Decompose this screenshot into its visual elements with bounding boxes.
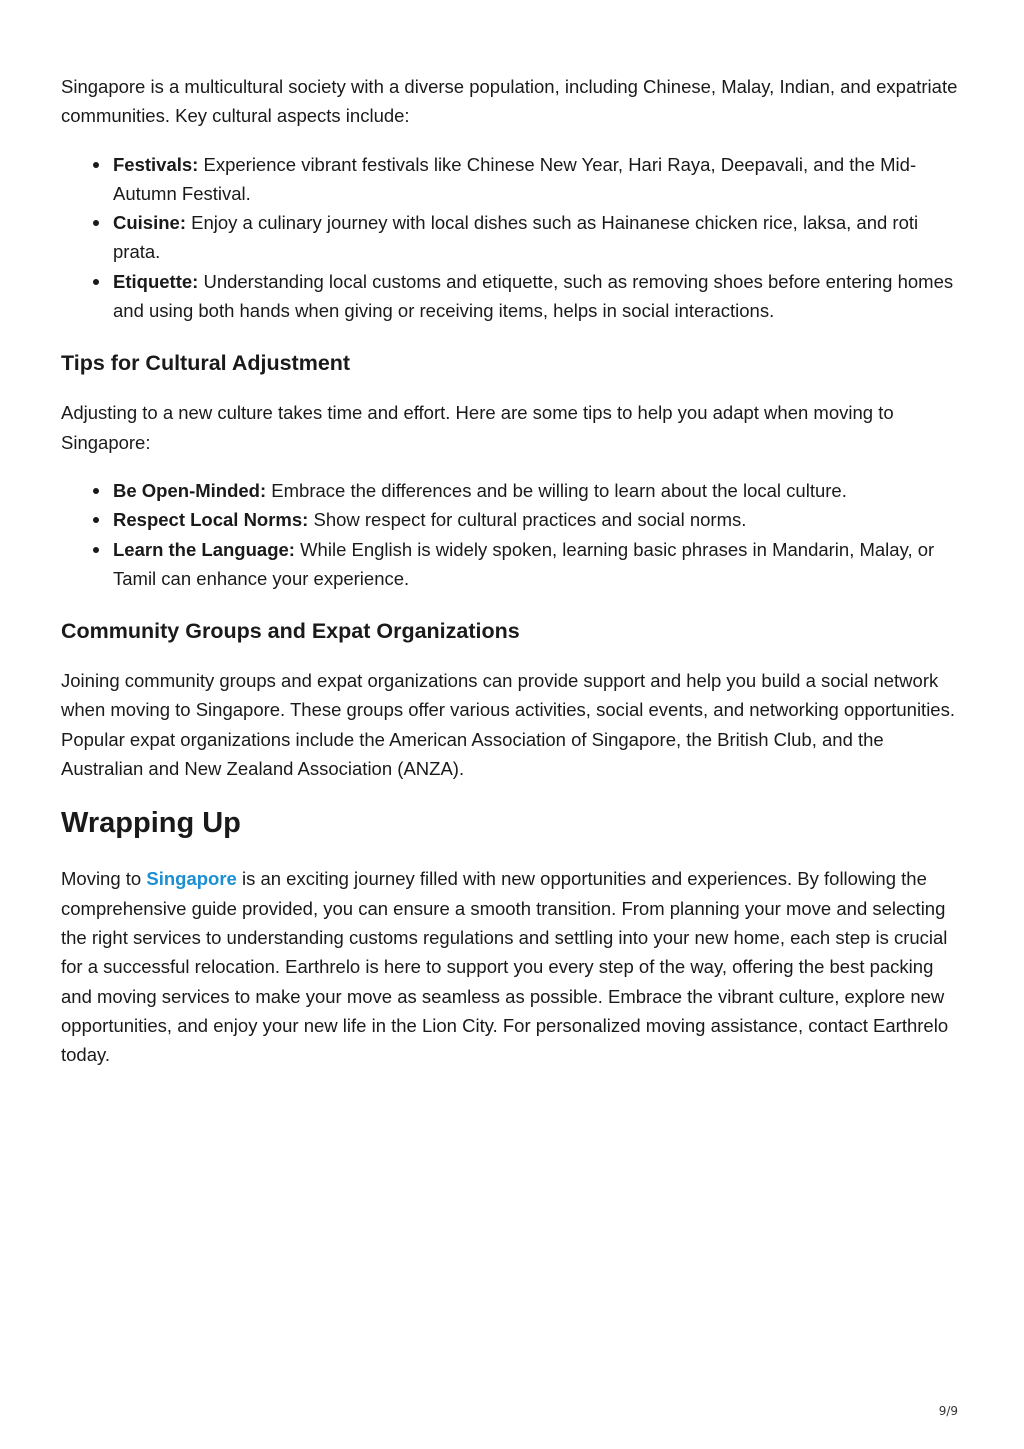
list-item-term: Festivals: [113, 153, 199, 175]
wrapping-paragraph [61, 864, 961, 1069]
section-heading-wrapping-up: Wrapping Up [61, 807, 241, 840]
section-heading-cultural-adjustment: Tips for Cultural Adjustment [61, 351, 351, 376]
document-page [61, 72, 961, 1069]
list-item-term: Respect Local Norms: [113, 509, 309, 531]
list-item [113, 476, 961, 505]
page-number: 9/9 [938, 1404, 958, 1418]
community-paragraph: Joining community groups and expat organizations can provide support and help you build a social network when moving to Singapore. These groups offer various activities, social events, and networking opportunities. Popular expat organizations include the American Association of Singapore, the British Club, and the Australian and New Zealand Association (ANZA). [61, 670, 955, 780]
list-item-term: Cuisine: [113, 212, 186, 234]
list-item [113, 267, 961, 326]
list-item [113, 505, 961, 534]
list-item-text: While English is widely spoken, learning basic phrases in Mandarin, Malay, or Tamil can enhance your experience. [113, 538, 935, 589]
list-item-text: Experience vibrant festivals like Chinese New Year, Hari Raya, Deepavali, and the Mid-Autumn Festival. [113, 153, 917, 204]
list-item-term: Learn the Language: [113, 538, 295, 560]
wrapping-text-after-link: is an exciting journey filled with new opportunities and experiences. By following the comprehensive guide provided, you can ensure a smooth transition. From planning your move and selecting the right services to understanding customs regulations and settling into your new home, each step is crucial for a successful relocation. Earthrelo is here to support you every step of the way, offering the best packing and moving services to make your move as seamless as possible. Embrace the vibrant culture, explore new opportunities, and enjoy your new life in the Lion City. For personalized moving assistance, contact Earthrelo today. [61, 868, 949, 1066]
singapore-link[interactable]: Singapore [146, 868, 237, 890]
culture-aspects-list [61, 150, 961, 326]
list-item [113, 535, 961, 594]
list-item-text: Enjoy a culinary journey with local dishes such as Hainanese chicken rice, laksa, and roti prata. [113, 212, 919, 263]
list-item-text: Understanding local customs and etiquette, such as removing shoes before entering homes and using both hands when giving or receiving items, helps in social interactions. [113, 270, 954, 322]
list-item [113, 150, 961, 209]
adjustment-tips-list [61, 476, 961, 593]
list-item-term: Etiquette: [113, 270, 199, 292]
list-item-text: Show respect for cultural practices and social norms. [308, 509, 747, 531]
wrapping-text-before-link: Moving to [61, 868, 147, 890]
list-item-text: Embrace the differences and be willing to learn about the local culture. [266, 479, 847, 501]
list-item [113, 208, 961, 267]
section-heading-community-groups: Community Groups and Expat Organizations [61, 619, 520, 644]
culture-intro-paragraph: Singapore is a multicultural society with a diverse population, including Chinese, Malay, Indian, and expatriate communities. Key cultural aspects include: [61, 76, 958, 127]
adjustment-intro-paragraph: Adjusting to a new culture takes time and effort. Here are some tips to help you adapt when moving to Singapore: [61, 402, 894, 453]
list-item-term: Be Open-Minded: [113, 479, 267, 501]
